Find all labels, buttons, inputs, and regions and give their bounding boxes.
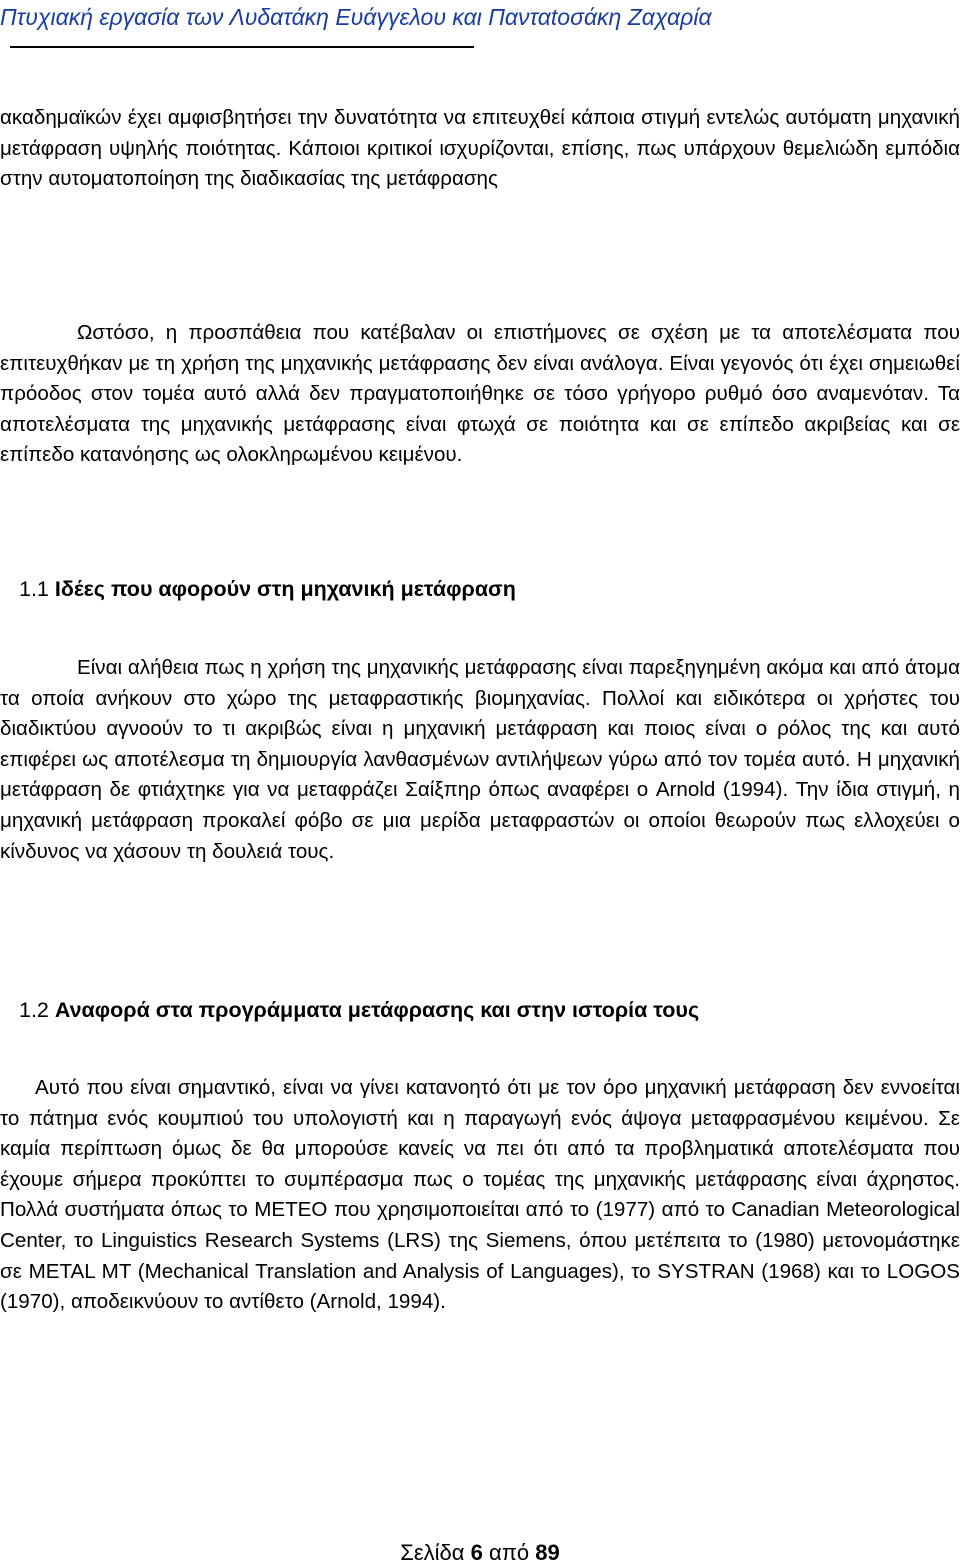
footer-prefix: Σελίδα	[400, 1540, 465, 1565]
paragraph-2: Ωστόσο, η προσπάθεια που κατέβαλαν οι επιστήμονες σε σχέση με τα αποτελέσματα που επιτευχθήκαν με τη χρήση της μηχανικής μετάφρασης δεν είναι ανάλογα. Είναι γεγονός ότι έχει σημειωθεί πρόοδος στον τομέα αυτό αλλά δεν πραγματοποιήθηκε σε τόσο γρήγορο ρυθμό όσο αναμενόταν. Τα αποτελέσματα της μηχανικής μετάφρασης είναι φτωχά σε ποιότητα και σε επίπεδο ακριβείας και σε επίπεδο κατανόησης ως ολοκληρωμένου κειμένου.	[0, 321, 960, 467]
footer-middle: από	[489, 1540, 530, 1565]
running-header: Πτυχιακή εργασία των Λυδατάκη Ευάγγελου και Πανταtοσάκη Ζαχαρία	[0, 4, 712, 30]
heading-number: 1.1	[19, 577, 49, 601]
header-rule	[10, 46, 474, 48]
section-heading-1-2	[19, 995, 699, 1025]
heading-number: 1.2	[19, 998, 49, 1022]
footer-page-number: 6	[470, 1540, 483, 1565]
section-heading-1-1	[19, 574, 516, 604]
paragraph-3: Είναι αλήθεια πως η χρήση της μηχανικής μετάφρασης είναι παρεξηγημένη ακόμα και από άτομα τα οποία ανήκουν στο χώρο της μεταφραστικής βιομηχανίας. Πολλοί και ειδικότερα οι χρήστες του διαδικτύου αγνοούν το τι ακριβώς είναι η μηχανική μετάφραση και ποιος είναι ο ρόλος της και αυτό επιφέρει ως αποτέλεσμα τη δημιουργία λανθασμένων αντιλήψεων γύρω από τον τομέα αυτό. Η μηχανική μετάφραση δε φτιάχτηκε για να μεταφράζει Σαίξπηρ όπως αναφέρει ο Arnold (1994). Την ίδια στιγμή, η μηχανική μετάφραση προκαλεί φόβο σε μια μερίδα μεταφραστών οι οποίοι θεωρούν πως ελλοχεύει ο κίνδυνος να χάσουν τη δουλειά τους.	[0, 656, 960, 863]
heading-text: Ιδέες που αφορούν στη μηχανική μετάφραση	[54, 577, 516, 601]
heading-text: Αναφορά στα προγράμματα μετάφρασης και στην ιστορία τους	[54, 998, 700, 1022]
paragraph-4: Αυτό που είναι σημαντικό, είναι να γίνει κατανοητό ότι με τον όρο μηχανική μετάφραση δεν εννοείται το πάτημα ενός κουμπιού του υπολογιστή και η παραγωγή ενός άψογα μεταφρασμένου κειμένου. Σε καμία περίπτωση όμως δε θα μπορούσε κανείς να πει ότι από τα προβληματικά αποτελέσματα που έχουμε σήμερα προκύπτει το συμπέρασμα πως ο τομέας της μηχανικής μετάφρασης είναι άχρηστος. Πολλά συστήματα όπως το METEO που χρησιμοποιείται από το (1977) από το Canadian Meteorological Center, το Linguistics Research Systems (LRS) της Siemens, όπου μετέπειτα το (1980) μετονομάστηκε σε METAL MT (Mechanical Translation and Analysis of Languages), το SYSTRAN (1968) και το LOGOS (1970), αποδεικνύουν το αντίθετο (Arnold, 1994).	[0, 1076, 960, 1314]
page-footer	[0, 1538, 960, 1568]
footer-total-pages: 89	[535, 1540, 560, 1565]
paragraph-1: ακαδημαϊκών έχει αμφισβητήσει την δυνατότητα να επιτευχθεί κάποια στιγμή εντελώς αυτόματη μηχανική μετάφραση υψηλής ποιότητας. Κάποιοι κριτικοί ισχυρίζονται, επίσης, πως υπάρχουν θεμελιώδη εμπόδια στην αυτοματοποίηση της διαδικασίας της μετάφρασης	[0, 106, 960, 191]
